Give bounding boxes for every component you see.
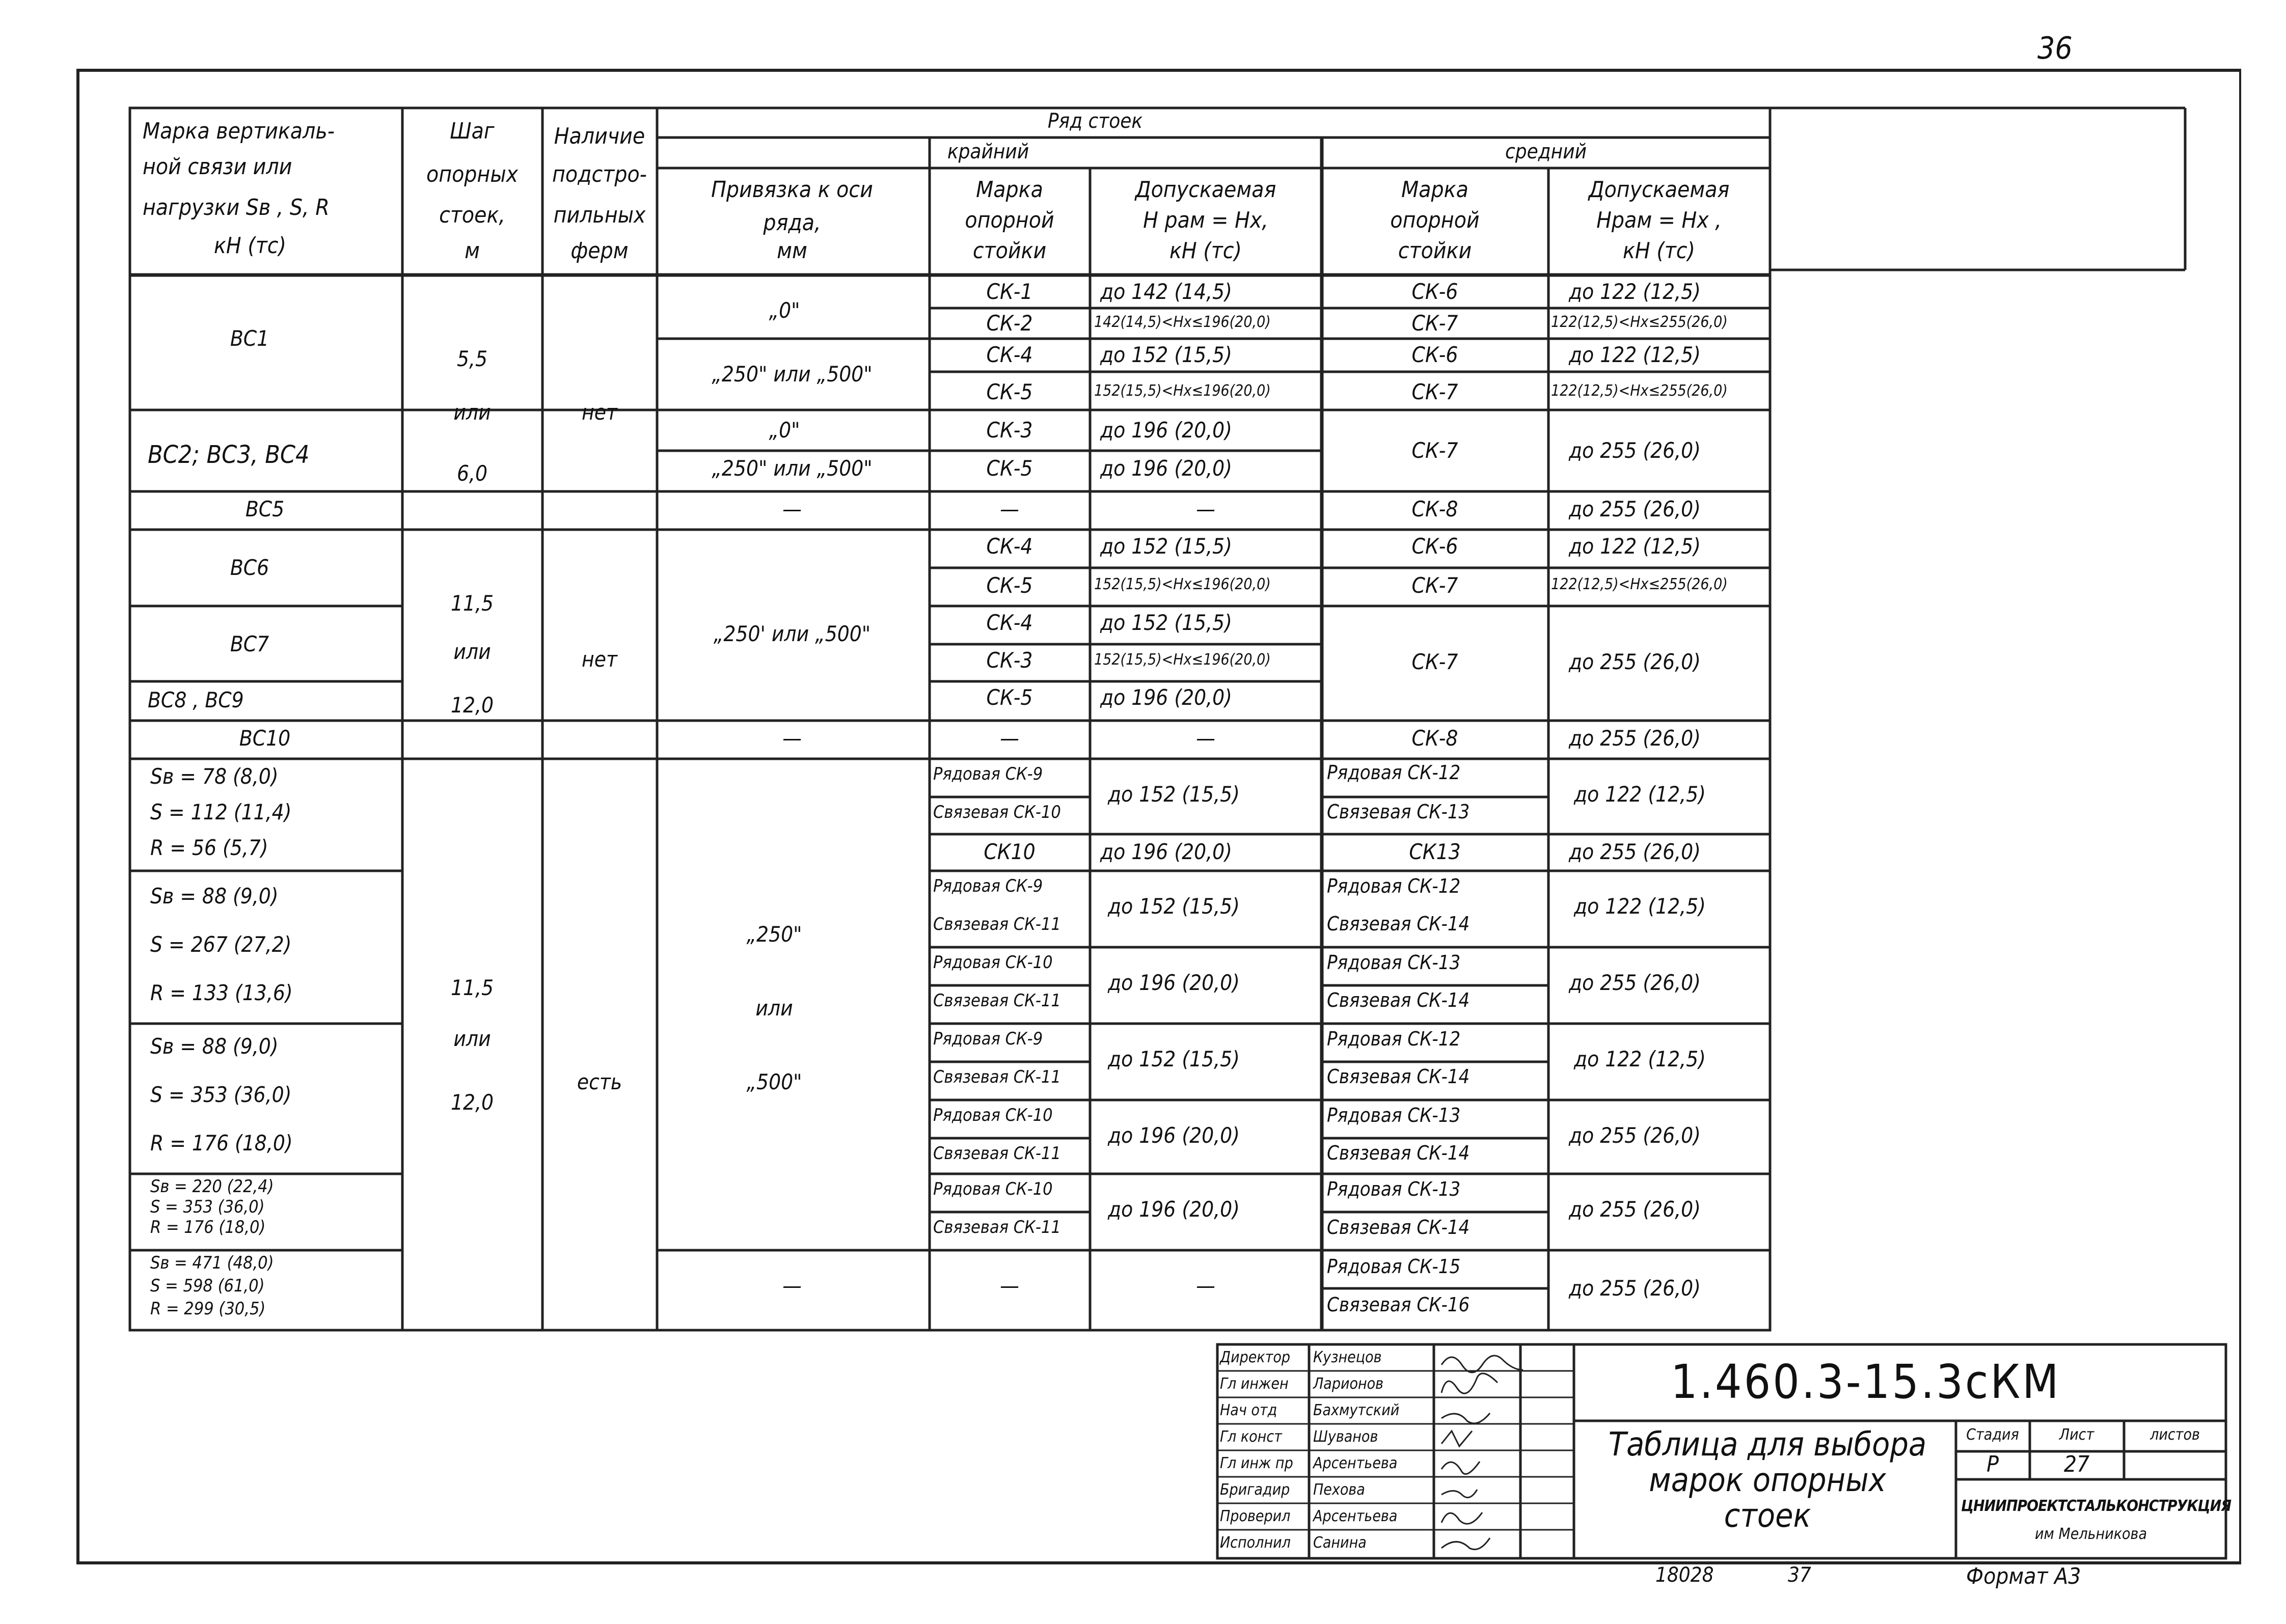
outer-h4: 152(15,5)<Нх≤196(20,0) [1094,382,1271,400]
e7-a: Рядовая СК-10 [933,1179,1053,1199]
em2: СК13 [1409,839,1461,864]
stamp-role-7: Проверил [1220,1507,1291,1525]
e3-a: Рядовая СК-9 [933,876,1043,896]
em4-a: Рядовая СК-13 [1327,951,1461,974]
binding-0: „0" [769,298,800,323]
load4-r: R = 176 (18,0) [150,1217,266,1237]
page-number: 37 [1788,1563,1811,1587]
em4-b: Связевая СК-14 [1327,989,1470,1011]
organization-subtitle: им Мельникова [2035,1525,2147,1543]
load5-r: R = 299 (30,5) [150,1299,266,1319]
stamp-name-6: Пехова [1313,1481,1365,1499]
stage-value: Р [1986,1451,1999,1477]
stage-label: Стадия [1966,1426,2019,1444]
e7-h: до 196 (20,0) [1108,1197,1240,1222]
row-vs5: ВС5 [245,497,285,521]
em8-h: до 255 (26,0) [1569,1276,1701,1301]
outer-mark-dash-2: — [1000,726,1019,751]
stamp-role-2: Гл инжен [1220,1375,1289,1393]
outer-label: крайний [947,140,1029,163]
middle-col-mark-2: опорной [1390,207,1480,233]
row-vs10: ВС10 [239,726,291,751]
mid-h6: до 255 (26,0) [1569,497,1701,521]
binding-0b: „0" [769,418,800,443]
stamp-name-4: Шуванов [1313,1428,1378,1446]
stamp-role-1: Директор [1220,1348,1291,1366]
e1-b: Связевая СК-10 [933,802,1061,822]
row-vs89: ВС8 , ВС9 [148,687,244,712]
title-line-3: стоек [1724,1497,1811,1535]
step-a-2: или [453,400,491,425]
stamp-name-3: Бахмутский [1313,1401,1400,1419]
sheets-label: листов [2150,1426,2200,1444]
binding-dash-2: — [782,726,802,751]
stamp-role-3: Нач отд [1220,1401,1277,1419]
outer-h-dash: — [1196,497,1215,521]
e4-h: до 196 (20,0) [1108,970,1240,995]
step-b-3: 12,0 [450,693,494,718]
outer-col-binding-1: Привязка к оси [711,177,873,203]
header-col3-line4: ферм [570,238,629,264]
binding-250: „250" [746,922,802,947]
outer-mark-ck4b: СК-4 [986,534,1033,559]
outer-mark-ck5d: СК-5 [986,685,1033,710]
outer-mark-dash: — [1000,497,1019,521]
sheet-label: Лист [2059,1426,2094,1444]
step-c-2: или [453,1026,491,1051]
mid-h1: до 122 (12,5) [1569,279,1701,304]
outer-h7: до 152 (15,5) [1100,534,1232,559]
mid-h5: до 255 (26,0) [1569,438,1701,463]
load5-sv: Sв = 471 (48,0) [150,1253,274,1273]
header-col1-line3: нагрузки Sв , S, R [143,195,330,221]
load4-s: S = 353 (36,0) [150,1197,265,1217]
em7-h: до 255 (26,0) [1569,1197,1701,1222]
e2: СК10 [984,839,1036,864]
step-a-3: 6,0 [456,461,488,486]
em7-b: Связевая СК-14 [1327,1216,1470,1238]
header-col2-line1: Шаг [450,118,495,144]
mid-mark-6: СК-8 [1411,497,1458,521]
em8-b: Связевая СК-16 [1327,1293,1470,1316]
mid-mark-10: СК-8 [1411,726,1458,751]
binding-250-500: „250" или „500" [712,362,873,387]
row-vs1: ВС1 [230,326,269,351]
step-b-1: 11,5 [450,591,494,616]
header-col2-line4: м [465,238,480,264]
outer-mark-ck5: СК-5 [986,379,1033,404]
outer-h8: 152(15,5)<Нх≤196(20,0) [1094,575,1271,593]
em2-h: до 255 (26,0) [1569,839,1701,864]
outer-h6: до 196 (20,0) [1100,456,1232,481]
corner-page-number: 36 [2037,31,2073,66]
binding-dash-3: — [782,1273,802,1298]
e6-b: Связевая СК-11 [933,1143,1061,1164]
row-vs6: ВС6 [230,555,269,580]
em5-b: Связевая СК-14 [1327,1065,1470,1088]
binding-or: или [755,996,793,1021]
trusses-no-1: нет [582,400,617,425]
e5-a: Рядовая СК-9 [933,1029,1043,1049]
mid-h3: до 122 (12,5) [1569,342,1701,367]
load2-s: S = 267 (27,2) [150,932,292,957]
e4-b: Связевая СК-11 [933,990,1061,1011]
load2-sv: Sв = 88 (9,0) [150,884,279,909]
outer-h-dash-2: — [1196,726,1215,751]
load1-r: R = 56 (5,7) [150,835,268,860]
row-vs7: ВС7 [230,631,269,656]
outer-mark-ck5b: СК-5 [986,456,1033,481]
em3-a: Рядовая СК-12 [1327,875,1461,897]
middle-col-h-2: Нрам = Нх , [1596,207,1722,233]
outer-mark-ck4: СК-4 [986,342,1033,367]
outer-mark-ck3: СК-3 [986,418,1033,443]
mid-h9: до 255 (26,0) [1569,649,1701,674]
e5-b: Связевая СК-11 [933,1067,1061,1087]
stamp-role-4: Гл конст [1220,1428,1282,1446]
mid-mark-2: СК-7 [1411,311,1458,336]
load1-s: S = 112 (11,4) [150,800,292,824]
outer-col-mark-3: стойки [972,238,1047,264]
mid-mark-7: СК-6 [1411,534,1458,559]
outer-col-binding-2: ряда, [763,210,821,236]
stamp-role-5: Гл инж пр [1220,1454,1293,1472]
middle-col-mark-3: стойки [1398,238,1472,264]
mid-mark-8: СК-7 [1411,573,1458,598]
middle-col-h-3: кН (тс) [1623,238,1695,264]
outer-mark-ck1: СК-1 [986,279,1033,304]
binding-500: „500" [746,1069,802,1094]
trusses-no-2: нет [582,647,617,672]
outer-col-h-1: Допускаемая [1135,177,1276,203]
mid-mark-3: СК-6 [1411,342,1458,367]
header-col3-line2: подстро- [552,161,647,187]
stamp-name-2: Ларионов [1313,1375,1384,1393]
outer-h1: до 142 (14,5) [1100,279,1232,304]
mid-h7: до 122 (12,5) [1569,534,1701,559]
em8-a: Рядовая СК-15 [1327,1255,1461,1278]
mid-mark-9: СК-7 [1411,649,1458,674]
e2-h: до 196 (20,0) [1100,839,1232,864]
header-col1-line1: Марка вертикаль- [143,118,335,144]
em1-b: Связевая СК-13 [1327,801,1470,823]
outer-mark-ck4c: СК-4 [986,610,1033,635]
load3-sv: Sв = 88 (9,0) [150,1034,279,1059]
e1-h: до 152 (15,5) [1108,782,1240,807]
trusses-yes: есть [577,1069,622,1094]
organization: ЦНИИПРОЕКТСТАЛЬКОНСТРУКЦИЯ [1961,1497,2231,1515]
binding-250-500b: „250" или „500" [712,456,873,481]
load5-s: S = 598 (61,0) [150,1276,265,1296]
step-c-1: 11,5 [450,975,494,1000]
e7-b: Связевая СК-11 [933,1217,1061,1237]
outer-mark-ck2: СК-2 [986,311,1033,336]
header-col2-line2: опорных [426,161,519,187]
em7-a: Рядовая СК-13 [1327,1178,1461,1200]
middle-col-mark-1: Марка [1401,177,1468,203]
outer-col-h-3: кН (тс) [1169,238,1242,264]
header-col3-line3: пильных [553,202,646,228]
row-vs234: ВС2; ВС3, ВС4 [148,441,310,469]
outer-h5: до 196 (20,0) [1100,418,1232,443]
mid-mark-5: СК-7 [1411,438,1458,463]
em6-h: до 255 (26,0) [1569,1123,1701,1148]
outer-mark-ck3b: СК-3 [986,648,1033,673]
outer-h9: до 152 (15,5) [1100,610,1232,635]
stamp-role-6: Бригадир [1220,1481,1290,1499]
middle-label: средний [1505,140,1587,163]
e3-b: Связевая СК-11 [933,914,1061,934]
stamp-name-5: Арсентьева [1313,1454,1398,1472]
em3-h: до 122 (12,5) [1574,894,1706,919]
step-a-1: 5,5 [456,346,488,371]
header-col3-line1: Наличие [554,123,645,149]
e1-a: Рядовая СК-9 [933,764,1043,784]
load1-sv: Sв = 78 (8,0) [150,764,279,789]
stamp-name-8: Санина [1313,1534,1367,1552]
header-col1-line2: ной связи или [143,154,292,180]
outer-col-h-2: Н рам = Нх, [1143,207,1268,233]
em3-b: Связевая СК-14 [1327,913,1470,935]
mid-h10: до 255 (26,0) [1569,726,1701,751]
row-group-label: Ряд стоек [1047,109,1143,133]
e3-h: до 152 (15,5) [1108,894,1240,919]
e8-dash: — [1000,1273,1019,1298]
em5-h: до 122 (12,5) [1574,1047,1706,1071]
mid-h4: 122(12,5)<Нх≤255(26,0) [1551,382,1728,400]
outer-h11: до 196 (20,0) [1100,685,1232,710]
sheet-value: 27 [2063,1451,2090,1477]
outer-h2: 142(14,5)<Нх≤196(20,0) [1094,313,1271,331]
header-col1-line4: кН (тс) [214,233,286,259]
outer-col-binding-3: мм [777,238,807,264]
em1-h: до 122 (12,5) [1574,782,1706,807]
outer-mark-ck5c: СК-5 [986,573,1033,598]
format-label: Формат А3 [1966,1563,2081,1589]
em5-a: Рядовая СК-12 [1327,1028,1461,1050]
load3-r: R = 176 (18,0) [150,1131,293,1155]
e6-a: Рядовая СК-10 [933,1105,1053,1125]
em1-a: Рядовая СК-12 [1327,761,1461,784]
mid-h2: 122(12,5)<Нх≤255(26,0) [1551,313,1728,331]
em6-a: Рядовая СК-13 [1327,1104,1461,1126]
em6-b: Связевая СК-14 [1327,1142,1470,1164]
inventory-number: 18028 [1655,1563,1714,1587]
signatures [1441,1356,1523,1550]
mid-h8: 122(12,5)<Нх≤255(26,0) [1551,575,1728,593]
title-line-2: марок опорных [1649,1462,1886,1499]
em4-h: до 255 (26,0) [1569,970,1701,995]
e4-a: Рядовая СК-10 [933,952,1053,973]
stamp-name-7: Арсентьева [1313,1507,1398,1525]
header-col2-line3: стоек, [439,202,505,228]
e5-h: до 152 (15,5) [1108,1047,1240,1071]
e8-h-dash: — [1196,1273,1215,1298]
mid-mark-4: СК-7 [1411,379,1458,404]
step-b-2: или [453,639,491,664]
mid-mark-1: СК-6 [1411,279,1458,304]
stamp-role-8: Исполнил [1220,1534,1291,1552]
step-c-3: 12,0 [450,1090,494,1115]
outer-h3: до 152 (15,5) [1100,342,1232,367]
document-code: 1.460.3-15.3сКМ [1671,1355,2061,1409]
stamp-name-1: Кузнецов [1313,1348,1382,1366]
outer-h10: 152(15,5)<Нх≤196(20,0) [1094,651,1271,669]
binding-dash-1: — [782,497,802,521]
title-line-1: Таблица для выбора [1608,1426,1927,1464]
load2-r: R = 133 (13,6) [150,980,293,1005]
load3-s: S = 353 (36,0) [150,1082,292,1107]
load4-sv: Sв = 220 (22,4) [150,1176,274,1197]
middle-col-h-1: Допускаемая [1588,177,1730,203]
outer-col-mark-2: опорной [965,207,1054,233]
e6-h: до 196 (20,0) [1108,1123,1240,1148]
binding-250-500c: „250' или „500" [713,621,871,646]
outer-col-mark-1: Марка [976,177,1043,203]
